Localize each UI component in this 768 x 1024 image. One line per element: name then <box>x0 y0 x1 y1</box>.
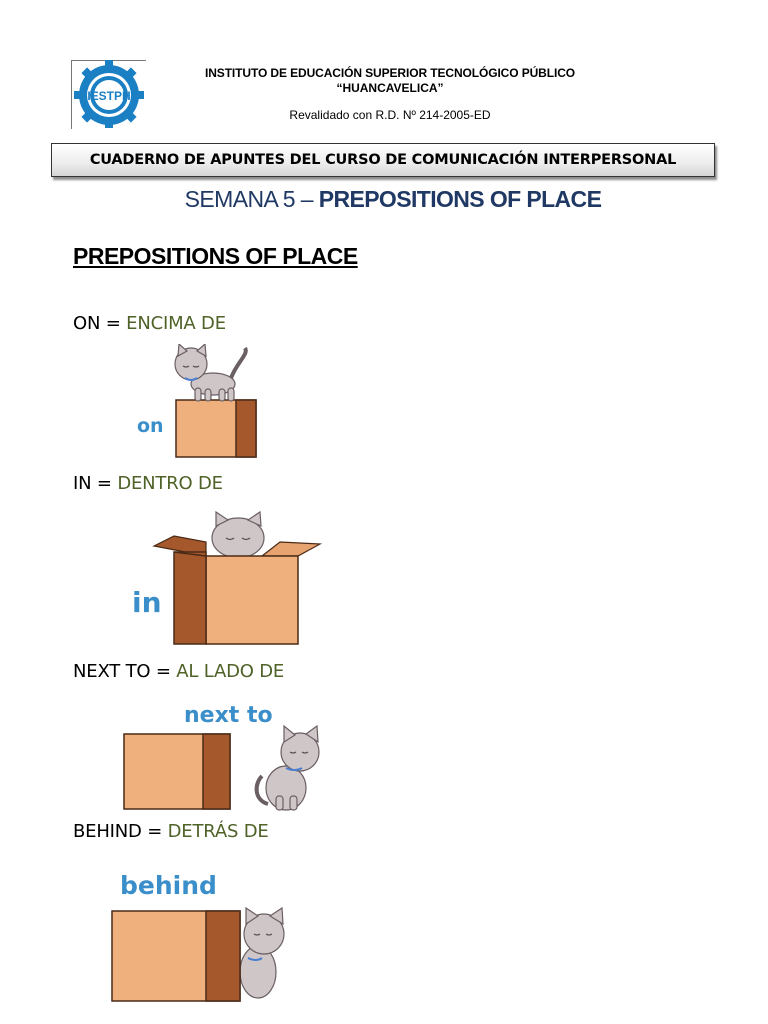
course-banner-text: CUADERNO DE APUNTES DEL CURSO DE COMUNICACIÓN INTERPERSONAL <box>89 152 677 168</box>
illustration-label: behind <box>120 871 217 900</box>
preposition-on <box>73 313 226 334</box>
illustration-label: in <box>132 586 162 619</box>
illustration-label: on <box>137 415 164 437</box>
preposition-next-to <box>73 661 284 682</box>
preposition-translation: DENTRO DE <box>117 473 223 494</box>
logo-text: IESTPH <box>87 89 131 103</box>
preposition-behind <box>73 821 269 842</box>
week-label: SEMANA 5 – <box>184 186 319 212</box>
cat-behind-box-icon <box>108 864 293 1004</box>
cat-on-box-icon <box>125 344 265 460</box>
cat-next-to-box-icon <box>120 696 330 814</box>
preposition-term: ON = <box>73 313 127 334</box>
preposition-in <box>73 473 223 494</box>
preposition-term: IN = <box>73 473 118 494</box>
preposition-term: BEHIND = <box>73 821 168 842</box>
revalidation-note: Revalidado con R.D. Nº 214-2005-ED <box>289 108 491 122</box>
preposition-translation: AL LADO DE <box>176 661 285 682</box>
preposition-term: NEXT TO = <box>73 661 177 682</box>
cat-in-box-icon <box>130 508 325 648</box>
institute-name: INSTITUTO DE EDUCACIÓN SUPERIOR TECNOLÓGICO PÚBLICO <box>204 66 576 80</box>
illustration-label: next to <box>184 703 273 728</box>
section-heading: PREPOSITIONS OF PLACE <box>73 243 358 269</box>
preposition-translation: DETRÁS DE <box>167 821 269 842</box>
week-title <box>0 186 768 213</box>
preposition-translation: ENCIMA DE <box>126 313 226 334</box>
course-banner <box>51 143 715 177</box>
week-topic: PREPOSITIONS OF PLACE <box>318 186 602 212</box>
institute-city: “HUANCAVELICA” <box>336 81 444 95</box>
institute-gear-logo-icon <box>71 60 147 128</box>
